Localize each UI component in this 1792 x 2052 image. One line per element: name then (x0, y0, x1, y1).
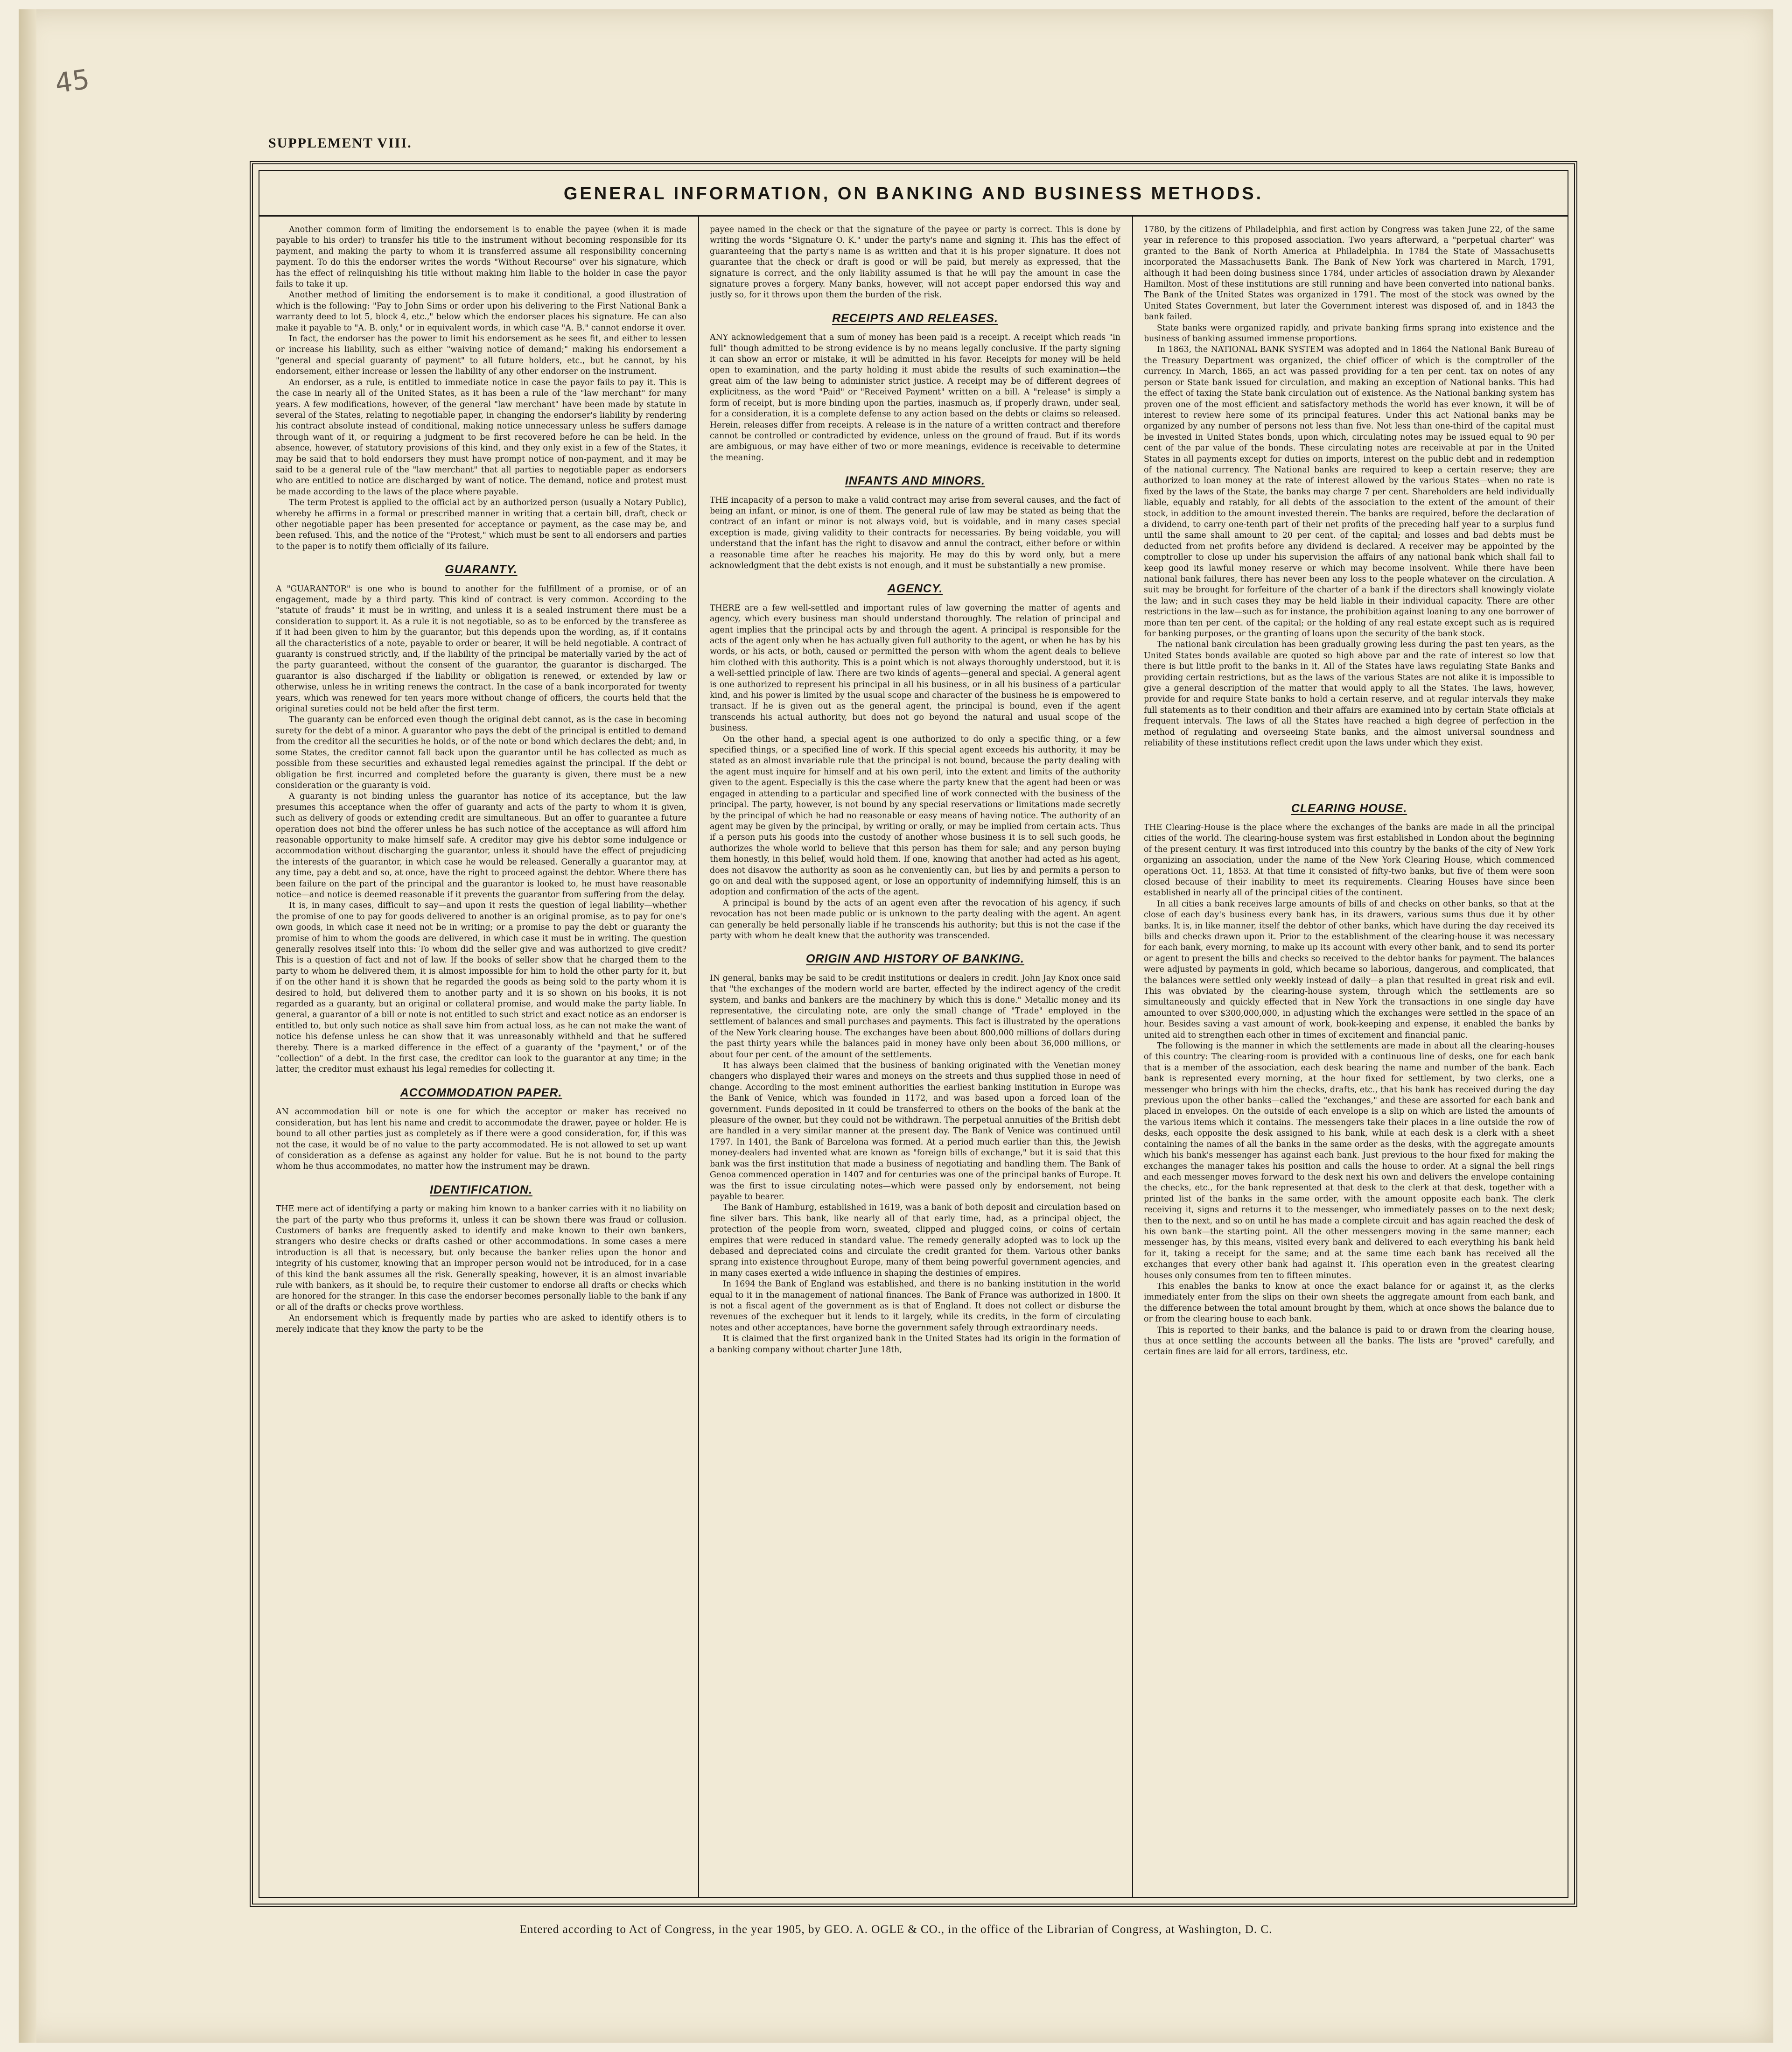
section-heading: IDENTIFICATION. (429, 1183, 533, 1196)
text-column-3 (1144, 225, 1554, 1883)
paragraph: ANY acknowledgement that a sum of money has been paid is a receipt. A receipt which reads "in full" though admitted to be strong evidence is by no means legally conclusive. If the party signing it can show an error or mistake, it will be admitted in his favor. Receipts for money will be held open to examination, and the party holding it must abide the results of such examination—the great aim of the law being to administer strict justice. A receipt may be of different degrees of explicitness, as the word "Paid" or "Received Payment" written on a bill. A "release" is simply a form of receipt, but is more binding upon the parties, inasmuch as, if properly drawn, under seal, for a consideration, it is a complete defense to any action based on the debts or claims so released. Herein, releases differ from receipts. A release is in the nature of a written contract and therefore cannot be controlled or contradicted by evidence, unless on the ground of fraud. But if its words are ambiguous, or may have either of two or more meanings, evidence is receivable to determine the meaning. (710, 333, 1120, 463)
paragraph: THE mere act of identifying a party or making him known to a banker carries with it no liability on the part of the party who thus preforms it, unless it can be shown there was fraud or collusion. Customers of banks are frequently asked to identify and make known to their own bankers, strangers who desire checks or drafts cashed or other accommodations. In some cases a mere introduction is all that is necessary, but only because the banker relies upon the honor and integrity of his customer, knowing that an improper person would not be introduced, for in a case of this kind the bank assumes all the risk. Generally speaking, however, it is an almost invariable rule with bankers, as it should be, to require their customer to endorse all drafts or checks which are honored for the stranger. In this case the endorser becomes personally liable to the bank if any or all of the drafts or checks prove worthless. (276, 1204, 686, 1312)
paragraph: THE incapacity of a person to make a valid contract may arise from several causes, and the fact of being an infant, or minor, is one of them. The general rule of law may be stated as being that the contract of an infant or minor is not always void, but is voidable, and in many cases special exception is made, giving validity to their contracts for necessaries. By being voidable, you will understand that the infant has the right to disavow and annul the contract, either before or within a reasonable time after he reaches his majority. He may do this by word only, but a mere acknowledgment that the debt exists is not enough, and it must be substantially a new promise. (710, 495, 1120, 570)
paragraph: 1780, by the citizens of Philadelphia, and first action by Congress was taken June 22, of the same year in reference to this proposed association. Two years afterward, a "perpetual charter" was granted to the Bank of North America at Philadelphia. In 1784 the State of Massachusetts incorporated the Massachusetts Bank. The Bank of New York was chartered in March, 1791, although it had been doing business since 1784, under articles of association drawn by Alexander Hamilton. Most of these institutions are still running and have been converted into national banks. The Bank of the United States was organized in 1791. The most of the stock was owned by the United States Government, but later the Government interest was disposed of, and in 1843 the bank failed. (1144, 225, 1554, 322)
text-column-1 (276, 225, 686, 1883)
paragraph: An endorser, as a rule, is entitled to immediate notice in case the payor fails to pay it. This is the case in nearly all of the United States, as it has been a rule of the "law merchant" for many years. A few modifications, however, of the general "law merchant" have been made by statute in several of the States, relating to negotiable paper, in changing the endorser's liability by rendering his contract absolute instead of conditional, making notice unnecessary unless he suffers damage through want of it, or requiring a judgment to be first recovered before he can be held. In the absence, however, of statutory provisions of this kind, and they only exist in a few of the States, it may be said that to hold endorsers they must have prompt notice of non-payment, and it may be said to be a general rule of the "law merchant" that all parties to negotiable paper as endorsers who are entitled to notice are discharged by want of notice. The demand, notice and protest must be made according to the laws of the place where payable. (276, 378, 686, 497)
section-heading: INFANTS AND MINORS. (845, 474, 986, 488)
column-rule (698, 215, 699, 1897)
copyright-footer: Entered according to Act of Congress, in the year 1905, by GEO. A. OGLE & CO., in the office of the Librarian of Congress, at Washington, D. C. (519, 1923, 1273, 1936)
article-frame (250, 161, 1577, 1907)
paragraph: It has always been claimed that the business of banking originated with the Venetian money changers who displayed their wares and moneys on the streets and thus supplied those in need of change. According to the most eminent authorities the earliest banking institution in Europe was the Bank of Venice, which was founded in 1172, and was based upon a forced loan of the government. Funds deposited in it could be transferred to others on the books of the bank at the pleasure of the owner, but they could not be withdrawn. The perpetual annuities of the British debt are handled in a very similar manner at the present day. The Bank of Venice was continued until 1797. In 1401, the Bank of Barcelona was formed. At a period much earlier than this, the Jewish money-dealers had invented what are known as "foreign bills of exchange," but it is said that this bank was the first institution that made a business of negotiating and handling them. The Bank of Genoa commenced operation in 1407 and for centuries was one of the principal banks of Europe. It was the first to issue circulating notes—which were passed only by endorsement, not being payable to bearer. (710, 1061, 1120, 1202)
binding-edge (19, 9, 36, 2043)
page-headline: GENERAL INFORMATION, ON BANKING AND BUSINESS METHODS. (563, 184, 1264, 204)
paragraph: This is reported to their banks, and the balance is paid to or drawn from the clearing house, thus at once settling the accounts between all the banks. The lists are "proved" carefully, and certain fines are laid for all errors, tardiness, etc. (1144, 1325, 1554, 1357)
margin-note: 45 (53, 63, 92, 99)
paragraph: THE Clearing-House is the place where the exchanges of the banks are made in all the principal cities of the world. The clearing-house system was first established in London about the beginning of the present century. It was first introduced into this country by the banks of the city of New York organizing an association, under the name of the New York Clearing House, which commenced operations Oct. 11, 1853. At that time it consisted of fifty-two banks, but five of them were soon closed because of their inability to meet its requirements. Clearing Houses have since been established in nearly all of the principal cities of the continent. (1144, 822, 1554, 898)
column-spacer (1144, 749, 1554, 791)
paragraph: The Bank of Hamburg, established in 1619, was a bank of both deposit and circulation based on fine silver bars. This bank, like nearly all of that early time, had, as a principal object, the protection of the people from worn, sweated, clipped and plugged coins, or coins of certain empires that were reduced in standard value. The remedy generally adopted was to lock up the debased and depreciated coins and circulate the credit granted for them. Various other banks sprang into existence throughout Europe, many of them being powerful government agencies, and in many cases exerted a wide influence in shaping the destinies of empires. (710, 1203, 1120, 1278)
text-column-2 (710, 225, 1120, 1883)
paragraph: Another common form of limiting the endorsement is to enable the payee (when it is made payable to his order) to transfer his title to the instrument without becoming responsible for its payment, and making the party to whom it is transferred assume all responsibility concerning payment. To do this the endorser writes the words "Without Recourse" over his signature, which has the effect of relinquishing his title without making him liable to the holder in case the payor fails to take it up. (276, 225, 686, 289)
section-heading: RECEIPTS AND RELEASES. (832, 311, 998, 325)
paragraph: A principal is bound by the acts of an agent even after the revocation of his agency, if such revocation has not been made public or is unknown to the party dealing with the agent. An agent can generally be held personally liable if he transcends his authority; but this is not the case if the party with whom he dealt knew that the authority was transcended. (710, 898, 1120, 941)
headline-bar (259, 171, 1568, 217)
paragraph: An endorsement which is frequently made by parties who are asked to identify others is to merely indicate that they know the party to be the (276, 1314, 686, 1334)
paragraph: The national bank circulation has been gradually growing less during the past ten years, as the United States bonds available are quoted so high above par and the rate of interest so low that there is but little profit to the banks in it. All of the States have laws regulating State Banks and providing certain restrictions, but as the laws of the various States are not alike it is impossible to give a general description of the matter that would apply to all the States. The laws, however, provide for and require State banks to hold a certain reserve, and at regular intervals they make full statements as to their condition and their affairs are examined into by certain State officials at frequent intervals. The laws of all the States have reached a high degree of perfection in the method of regulating and overseeing State banks, and the almost universal soundness and reliability of these institutions reflect credit upon the laws under which they exist. (1144, 640, 1554, 748)
paragraph: On the other hand, a special agent is one authorized to do only a specific thing, or a few specified things, or a specified line of work. If this special agent exceeds his authority, it may be stated as an almost invariable rule that the principal is not bound, because the party dealing with the agent must inquire for himself and at his own peril, into the extent and limits of the authority given to the agent. Especially is this the case where the party knew that the agent had been or was engaged in attending to a particular and specified line of work connected with the business of the principal. The party, however, is not bound by any special reservations or limitations made secretly by the principal of which he had no reasonable or easy means of having notice. The authority of an agent may be given by the principal, by writing or orally, or may be implied from certain acts. Thus if a person puts his goods into the custody of another whose business it is to sell such goods, he authorizes the whole world to believe that this person has them for sale; and any person buying them honestly, in this belief, would hold them. If one, knowing that another had acted as his agent, does not disavow the authority as soon as he conveniently can, but lies by and permits a person to go on and deal with the supposed agent, or lose an opportunity of indemnifying himself, this is an adoption and confirmation of the acts of the agent. (710, 734, 1120, 897)
article-frame-inner (259, 170, 1568, 1898)
paragraph: payee named in the check or that the signature of the payee or party is correct. This is done by writing the words "Signature O. K." under the party's name and signing it. This has the effect of guaranteeing that the party's name is as written and that it is his proper signature. It does not guarantee that the check or draft is good or will be paid, but merely as expressed, that the signature is correct, and the only liability assumed is that he will pay the amount in case the signature proves a forgery. Many banks, however, will not accept paper endorsed this way and justly so, for it throws upon them the burden of the risk. (710, 225, 1120, 300)
section-heading: AGENCY. (887, 582, 943, 596)
paragraph: It is claimed that the first organized bank in the United States had its origin in the formation of a banking company without charter June 18th, (710, 1334, 1120, 1355)
paragraph: THERE are a few well-settled and important rules of law governing the matter of agents and agency, which every business man should understand thoroughly. The relation of principal and agent implies that the principal acts by and through the agent. A principal is responsible for the acts of the agent only when he has actually given full authority to the agent, or when he has by his words, or his acts, or both, caused or permitted the person with whom the agent deals to believe him clothed with this authority. This is a point which is not always thoroughly understood, but it is a well-settled principle of law. There are two kinds of agents—general and special. A general agent is one authorized to represent his principal in all his business, or in all his business of a particular kind, and his power is limited by the usual scope and character of the business he is empowered to transact. If he is given out as the general agent, the principal is bound, even if the agent transcends his actual authority, but does not go beyond the natural and usual scope of the business. (710, 603, 1120, 733)
paragraph: The term Protest is applied to the official act by an authorized person (usually a Notary Public), whereby he affirms in a formal or prescribed manner in writing that a certain bill, draft, check or other negotiable paper has been presented for acceptance or payment, as the case may be, and been refused. This, and the notice of the "Protest," which must be sent to all endorsers and parties to the paper is to notify them officially of its failure. (276, 498, 686, 551)
section-heading: ACCOMMODATION PAPER. (400, 1086, 562, 1099)
paragraph: A guaranty is not binding unless the guarantor has notice of its acceptance, but the law presumes this acceptance when the offer of guaranty and acts of the party to whom it is given, such as delivery of goods or extending credit are simultaneous. But an offer to guarantee a future operation does not bind the offerer unless he has such notice of the acceptance as will afford him reasonable opportunity to make himself safe. A creditor may give his debtor some indulgence or accommodation without discharging the guarantor, unless it should have the effect of prejudicing the interests of the guarantor, in which case he would be released. Generally a guarantor may, at any time, pay a debt and so, at once, have the right to proceed against the debtor. Where there has been failure on the part of the principal and the guarantor is looked to, he must have reasonable notice—and notice is deemed reasonable if it prevents the guarantor from suffering from the delay. (276, 792, 686, 900)
paragraph: It is, in many cases, difficult to say—and upon it rests the question of legal liability—whether the promise of one to pay for goods delivered to another is an original promise, as to pay for one's own goods, in which case it need not be in writing; or a promise to pay the debt or guaranty the promise of him to whom the goods are delivered, in which case it must be in writing. The question generally resolves itself into this: To whom did the seller give and was authorized to give credit? This is a question of fact and not of law. If the books of seller show that he charged them to the party to whom he delivered them, it is almost impossible for him to hold the other party for it, but if on the other hand it is shown that he regarded the goods as being sold to the party whom it is desired to hold, but delivered them to another party and it is so shown on his books, it is not regarded as a guaranty, but an original or collateral promise, and would make the party liable. In general, a guarantor of a bill or note is not entitled to such strict and exact notice as an endorser is entitled to, but only such notice as shall save him from actual loss, as he can not make the want of notice his defense unless he can show that it was unreasonably withheld and that he suffered thereby. There is a marked difference in the effect of a guaranty of the "payment," or of the "collection" of a debt. In the first case, the creditor can look to the guarantor at any time; in the latter, the creditor must exhaust his legal remedies for collecting it. (276, 901, 686, 1075)
paragraph: In fact, the endorser has the power to limit his endorsement as he sees fit, and either to lessen or increase his liability, such as either "waiving notice of demand;" making his endorsement a "general and special guaranty of payment" to all future holders, etc., but he cannot, by his endorsement, either increase or lessen the liability of any other endorser on the instrument. (276, 334, 686, 377)
paragraph: A "GUARANTOR" is one who is bound to another for the fulfillment of a promise, or of an engagement, made by a third party. This kind of contract is very common. According to the "statute of frauds" it must be in writing, and unless it is a sealed instrument there must be a consideration to support it. As a rule it is not negotiable, so as to be enforced by the transferee as if it had been given to him by the guarantor, but this depends upon the wording, as, if it contains all the characteristics of a note, payable to order or bearer, it will be held negotiable. A contract of guaranty is construed strictly, and, if the liability of the principal be materially varied by the act of the party guaranteed, without the consent of the guarantor, the guarantor is discharged. The guarantor is also discharged if the liability or obligation is renewed, or extended by law or otherwise, unless he in writing renews the contract. In the case of a bank incorporated for twenty years, which was renewed for ten years more without change of officers, the courts held that the original sureties could not be held after the first term. (276, 584, 686, 714)
paragraph: In 1863, the NATIONAL BANK SYSTEM was adopted and in 1864 the National Bank Bureau of the Treasury Department was organized, the chief officer of which is the comptroller of the currency. In March, 1865, an act was passed providing for a ten per cent. tax on notes of any person or State bank issued for circulation, and making an exception of National banks. This had the effect of taxing the State bank circulation out of existence. As the National banking system has proven one of the most efficient and satisfactory methods the world has ever known, it will be of interest to review here some of its principal features. Under this act National banks may be organized by any number of persons not less than five. Not less than one-third of the capital must be invested in United States bonds, upon which, circulating notes may be issued equal to 90 per cent of the par value of the bonds. These circulating notes are receivable at par in the United States in all payments except for duties on imports, interest on the public debt and in redemption of the national currency. The National banks are required to keep a certain reserve; they are authorized to loan money at the rate of interest allowed by the various States—when no rate is fixed by the laws of the State, the banks may charge 7 per cent. Shareholders are held individually liable, equably and ratably, for all debts of the association to the extent of the amount of their stock, in addition to the amount invested therein. The banks are required, before the declaration of a dividend, to carry one-tenth part of their net profits of the preceding half year to a surplus fund until the same shall amount to 20 per cent. of the capital; and losses and bad debts must be deducted from net profits before any dividend is declared. A receiver may be appointed by the comptroller to close up under his supervision the affairs of any national bank which shall fail to keep good its lawful money reserve or which may become insolvent. While there have been national bank failures, there has never been any loss to the people whatever on the circulation. A suit may be brought for forfeiture of the charter of a bank if the directors shall knowingly violate the law; and in such cases they may be held liable in their individual capacity. There are other restrictions in the law—such as for instance, the prohibition against loaning to any one borrower of more than ten per cent. of the capital; or the holding of any real estate except such as is required for banking purposes, or the granting of loans upon the security of the bank stock. (1144, 345, 1554, 639)
paragraph: In 1694 the Bank of England was established, and there is no banking institution in the world equal to it in the management of national finances. The Bank of France was authorized in 1800. It is not a fiscal agent of the government as is that of England. It does not collect or disburse the revenues of the exchequer but it lends to it largely, while its credits, in the form of circulating notes and other acceptances, have borne the government safely through extraordinary needs. (710, 1279, 1120, 1333)
section-heading: ORIGIN AND HISTORY OF BANKING. (805, 952, 1024, 966)
paragraph: In all cities a bank receives large amounts of bills of and checks on other banks, so that at the close of each day's business every bank has, in its drawers, various sums thus due it by other banks. It is, in like manner, itself the debtor of other banks, which have during the day received its bills and checks drawn upon it. Prior to the establishment of the clearing-house it was necessary for each bank, every morning, to make up its account with every other bank, and to send its porter or agent to present the bills and checks so received to the debtor banks for payment. The balances were adjusted by payments in gold, which became so laborious, dangerous, and complicated, that the balances were settled only weekly instead of daily—a plan that resulted in great risk and evil. This was obviated by the clearing-house system, through which the settlements are so simultaneously and quickly effected that in New York the transactions in one single day have amounted to over $300,000,000, in adjusting which the exchanges were settled in the space of an hour. Besides saving a vast amount of work, book-keeping and expense, it enabled the banks by united aid to strengthen each other in times of excitement and financial panic. (1144, 899, 1554, 1040)
paragraph: This enables the banks to know at once the exact balance for or against it, as the clerks immediately enter from the slips on their own sheets the aggregate amount from each bank, and the difference between the total amount brought by them, which at once shows the balance due to or from the clearing house to each bank. (1144, 1281, 1554, 1324)
section-heading: CLEARING HOUSE. (1291, 801, 1407, 815)
paragraph: AN accommodation bill or note is one for which the acceptor or maker has received no consideration, but has lent his name and credit to accommodate the drawer, payee or holder. He is bound to all other parties just as completely as if there were a good consideration, for, if this was not the case, it would be of no value to the party accommodated. He is not allowed to set up want of consideration as a defense as against any holder for value. But he is not bound to the party whom he thus accommodates, no matter how the instrument may be drawn. (276, 1107, 686, 1172)
supplement-label: SUPPLEMENT VIII. (268, 135, 412, 151)
section-heading: GUARANTY. (445, 563, 518, 576)
paragraph: State banks were organized rapidly, and private banking firms sprang into existence and the business of banking assumed immense proportions. (1144, 323, 1554, 344)
paragraph: IN general, banks may be said to be credit institutions or dealers in credit. John Jay Knox once said that "the exchanges of the modern world are barter, effected by the indirect agency of the credit system, and banks and bankers are the machinery by which this is done." Metallic money and its representative, the circulating note, are only the small change of "Trade" employed in the settlement of balances and small purchases and payments. This fact is illustrated by the operations of the New York clearing house. The exchanges have been about 800,000 millions of dollars during the past thirty years while the balances paid in money have only been about 36,000 millions, or about four per cent. of the amount of the settlements. (710, 973, 1120, 1060)
paragraph: The following is the manner in which the settlements are made in about all the clearing-houses of this country: The clearing-room is provided with a continuous line of desks, one for each bank that is a member of the association, each desk bearing the name and number of the bank. Each bank is represented every morning, at the hour fixed for settlement, by two clerks, one a messenger who brings with him the checks, drafts, etc., that his bank has received during the day previous upon the other banks—called the "exchanges," and these are assorted for each bank and placed in envelopes. On the outside of each envelope is a slip on which are listed the amounts of the various items which it contains. The messengers take their places in a line outside the row of desks, each opposite the desk assigned to his bank, while at each desk is a clerk with a sheet containing the names of all the banks in the same order as the desks, with the aggregate amounts which his bank's messenger has against each bank. Just previous to the hour fixed for making the exchanges the manager takes his position and calls the house to order. At a signal the bell rings and each messenger moves forward to the desk next his own and delivers the envelope containing the checks, etc., for the bank represented at that desk to the clerk at that desk, together with a printed list of the banks in the same order, with the amount opposite each bank. The clerk receiving it, signs and returns it to the messenger, who immediately passes on to the next desk; then to the next, and so on until he has made a complete circuit and has again reached the desk of his own bank—the starting point. All the other messengers moving in the same manner; each messenger has, by this means, visited every bank and delivered to each everything his bank held for it, taking a receipt for the same; and at the same time each bank has received all the exchanges that every other bank had against it. This operation even in the greatest clearing houses only consumes from ten to fifteen minutes. (1144, 1041, 1554, 1280)
column-rule (1132, 215, 1133, 1897)
paragraph: Another method of limiting the endorsement is to make it conditional, a good illustration of which is the following: "Pay to John Sims or order upon his delivering to the First National Bank a warranty deed to lot 5, block 4, etc.," below which the endorser places his signature. He can also make it payable to "A. B. only," or in equivalent words, in which case "A. B." cannot endorse it over. (276, 290, 686, 333)
paragraph: The guaranty can be enforced even though the original debt cannot, as is the case in becoming surety for the debt of a minor. A guarantor who pays the debt of the principal is entitled to demand from the creditor all the securities he holds, or of the note or bond which declares the debt; and, in some States, the creditor cannot fall back upon the guarantor until he has collected as much as possible from these securities and exhausted legal remedies against the principal. If the debt or obligation be first incurred and completed before the guaranty is given, there must be a new consideration or the guaranty is void. (276, 715, 686, 790)
page-sheet (19, 9, 1773, 2043)
